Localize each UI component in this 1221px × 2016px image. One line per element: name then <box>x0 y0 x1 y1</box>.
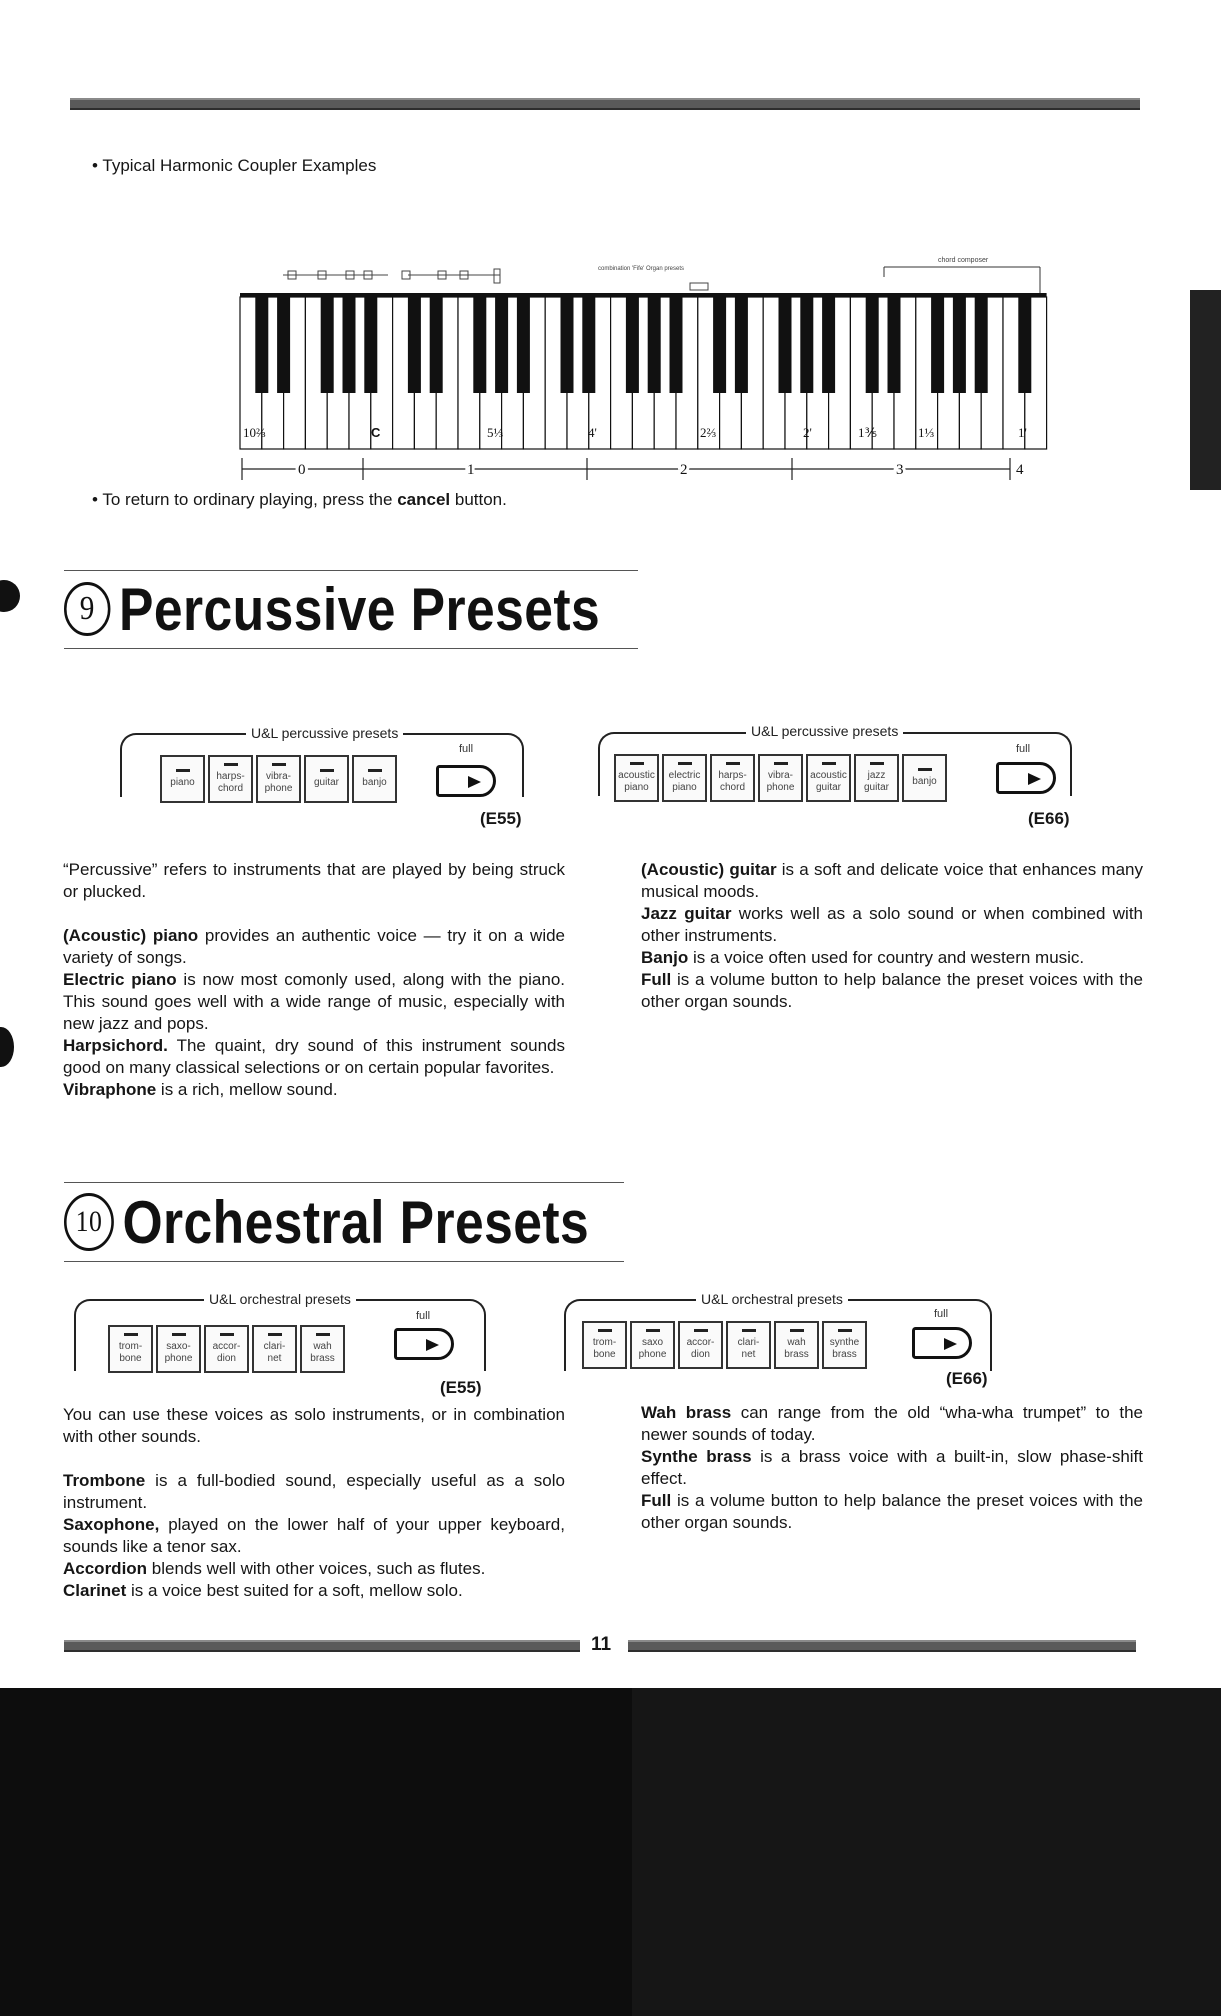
preset-button-label: banjo <box>912 776 937 787</box>
desc: provides an authentic voice — try it on a wide variety of songs. <box>63 926 566 967</box>
indicator-mark <box>726 762 740 765</box>
preset-button[interactable] <box>662 754 707 802</box>
desc: is a volume button to help balance the preset voices with the other organ sounds. <box>641 970 1143 1011</box>
preset-button[interactable] <box>902 754 947 802</box>
preset-button[interactable] <box>160 755 205 803</box>
octave-mark: 2 <box>680 462 688 478</box>
orchestral-right-text <box>641 1402 1143 1534</box>
percussive-left-text <box>63 859 565 1101</box>
cancel-post: button. <box>450 490 507 509</box>
black-key <box>888 297 901 393</box>
preset-buttons <box>582 1321 870 1369</box>
item <box>641 969 1143 1013</box>
term: Accordion <box>63 1559 148 1578</box>
term: Harpsichord. <box>63 1036 168 1055</box>
preset-button-label: harps- <box>718 770 747 781</box>
black-key <box>735 297 748 393</box>
preset-button-label: brass <box>784 1349 809 1360</box>
section-number: 9 <box>64 582 110 636</box>
preset-button[interactable] <box>156 1325 201 1373</box>
desc: is a voice often used for country and western music. <box>688 948 1085 967</box>
black-key <box>343 297 356 393</box>
desc: is a soft and delicate voice that enhances many musical moods. <box>641 860 1143 901</box>
side-edge-tab <box>1190 290 1221 490</box>
preset-button[interactable] <box>582 1321 627 1369</box>
percussive-heading <box>64 570 600 648</box>
preset-button[interactable] <box>678 1321 723 1369</box>
indicator-mark <box>316 1333 330 1336</box>
preset-button-label: net <box>267 1353 282 1364</box>
preset-button-label: brass <box>310 1353 335 1364</box>
black-key <box>953 297 966 393</box>
preset-button[interactable] <box>774 1321 819 1369</box>
intro-paragraph: You can use these voices as solo instruments, or in combination with other sounds. <box>63 1405 565 1446</box>
preset-button[interactable] <box>304 755 349 803</box>
pipe-label: 1' <box>1018 425 1027 440</box>
preset-button-label: chord <box>719 782 745 793</box>
desc: is now most comonly used, along with the piano. This sound goes well with a wide range of music, especially with new jazz and pops. <box>63 970 565 1033</box>
keyboard-rail <box>240 293 1047 297</box>
black-key <box>626 297 639 393</box>
item <box>641 1490 1143 1534</box>
pipe-label: 4' <box>588 425 597 440</box>
preset-button[interactable] <box>204 1325 249 1373</box>
term: Electric piano <box>63 970 177 989</box>
preset-buttons <box>108 1325 348 1373</box>
item <box>641 859 1143 903</box>
preset-button[interactable] <box>352 755 397 803</box>
preset-button-label: phone <box>638 1349 667 1360</box>
panel-label: U&L percussive presets <box>746 723 903 739</box>
black-key <box>430 297 443 393</box>
preset-button[interactable] <box>726 1321 771 1369</box>
preset-button-label: net <box>741 1349 756 1360</box>
indicator-mark <box>368 769 382 772</box>
harmonic-bullet-text: Typical Harmonic Coupler Examples <box>102 156 377 175</box>
term: Trombone <box>63 1471 146 1490</box>
preset-button-label: banjo <box>362 777 387 788</box>
preset-button-label: dion <box>217 1353 236 1364</box>
combo-presets-label: combination 'Fife' Organ presets <box>598 266 684 272</box>
indicator-mark <box>176 769 190 772</box>
preset-button-label: harps- <box>216 771 245 782</box>
preset-button[interactable] <box>208 755 253 803</box>
preset-button-label: vibra- <box>265 771 291 782</box>
model-label: (E66) <box>1028 809 1070 828</box>
black-key <box>473 297 486 393</box>
percussive-title: Percussive Presets <box>119 575 601 643</box>
indicator-mark <box>838 1329 852 1332</box>
indicator-mark <box>790 1329 804 1332</box>
preset-button-label: accor- <box>686 1337 715 1348</box>
indicator-mark <box>268 1333 282 1336</box>
black-key <box>408 297 421 393</box>
harmonic-bullet: • Typical Harmonic Coupler Examples <box>92 156 377 175</box>
preset-button-label: guitar <box>815 782 841 793</box>
tiny-marks-row <box>283 269 708 290</box>
preset-button-label: bone <box>593 1349 616 1360</box>
full-label: full <box>934 1308 949 1320</box>
indicator-mark <box>172 1333 186 1336</box>
indicator-mark <box>694 1329 708 1332</box>
preset-button-label: trom- <box>118 1341 143 1352</box>
term: Wah brass <box>641 1403 732 1422</box>
preset-button-label: guitar <box>863 782 889 793</box>
preset-button[interactable] <box>822 1321 867 1369</box>
black-key <box>561 297 574 393</box>
black-key <box>713 297 726 393</box>
chord-composer-label: chord composer <box>938 257 989 264</box>
preset-button-label: bone <box>119 1353 142 1364</box>
preset-button-label: synthe <box>829 1337 860 1348</box>
indicator-mark <box>774 762 788 765</box>
preset-buttons <box>614 754 950 802</box>
binding-hole <box>0 1027 14 1067</box>
term: Synthe brass <box>641 1447 752 1466</box>
preset-button-label: clari- <box>737 1337 760 1348</box>
octave-numbers <box>298 462 1024 478</box>
preset-button-label: phone <box>766 782 795 793</box>
indicator-mark <box>630 762 644 765</box>
model-label: (E55) <box>480 809 522 828</box>
preset-button-label: wah <box>787 1337 806 1348</box>
percussive-e55-panel <box>120 725 540 835</box>
preset-button-label: dion <box>691 1349 710 1360</box>
item <box>63 1079 565 1101</box>
term: (Acoustic) piano <box>63 926 199 945</box>
indicator-mark <box>678 762 692 765</box>
term: (Acoustic) guitar <box>641 860 777 879</box>
preset-button[interactable] <box>630 1321 675 1369</box>
scan-background-right <box>632 1688 1221 2016</box>
orchestral-title: Orchestral Presets <box>122 1188 590 1256</box>
orchestral-rule-bottom <box>64 1261 624 1262</box>
desc: is a voice best suited for a soft, mellow solo. <box>126 1581 463 1600</box>
preset-button-label: accor- <box>212 1341 241 1352</box>
keyboard-diagram <box>238 255 1050 495</box>
panel-label: U&L orchestral presets <box>204 1291 356 1307</box>
panel-label: U&L percussive presets <box>246 725 403 741</box>
full-button[interactable] <box>912 1327 972 1359</box>
black-key <box>975 297 988 393</box>
black-key <box>866 297 879 393</box>
full-button[interactable] <box>394 1328 454 1360</box>
item <box>63 1580 565 1602</box>
preset-button-label: jazz <box>867 770 886 781</box>
full-label: full <box>416 1310 431 1322</box>
preset-button-label: acoustic <box>810 770 847 781</box>
orchestral-heading <box>64 1183 589 1261</box>
indicator-mark <box>822 762 836 765</box>
term: Clarinet <box>63 1581 127 1600</box>
black-key <box>800 297 813 393</box>
preset-button[interactable] <box>252 1325 297 1373</box>
black-key <box>255 297 268 393</box>
desc: is a brass voice with a built-in, slow phase-shift effect. <box>641 1447 1143 1488</box>
preset-button-label: piano <box>170 777 195 788</box>
term: Vibraphone <box>63 1080 157 1099</box>
footer-bar-left <box>64 1640 580 1652</box>
full-button[interactable] <box>996 762 1056 794</box>
black-key <box>931 297 944 393</box>
item <box>641 1446 1143 1490</box>
cancel-instruction: • To return to ordinary playing, press the cancel button. <box>92 490 507 509</box>
octave-mark: 1 <box>467 462 475 478</box>
orchestral-e55-panel <box>74 1291 504 1401</box>
preset-buttons <box>160 755 400 803</box>
black-key <box>1018 297 1031 393</box>
desc: played on the lower half of your upper keyboard, sounds like a tenor sax. <box>63 1515 565 1556</box>
desc: is a volume button to help balance the preset voices with the other organ sounds. <box>641 1491 1143 1532</box>
preset-button-label: saxo <box>641 1337 664 1348</box>
cancel-word: cancel <box>397 490 451 509</box>
top-rule-bar <box>70 98 1140 110</box>
term: Saxophone, <box>63 1515 160 1534</box>
term: Full <box>641 1491 672 1510</box>
black-key <box>779 297 792 393</box>
item <box>63 1558 565 1580</box>
indicator-mark <box>742 1329 756 1332</box>
indicator-mark <box>918 768 932 771</box>
preset-button[interactable] <box>854 754 899 802</box>
panel-label: U&L orchestral presets <box>696 1291 848 1307</box>
intro-paragraph: “Percussive” refers to instruments that are played by being struck or plucked. <box>63 860 565 901</box>
preset-button-label: acoustic <box>618 770 655 781</box>
octave-mark: 0 <box>298 462 306 478</box>
pipe-label: 1⅗ <box>858 425 878 440</box>
model-label: (E66) <box>946 1369 988 1388</box>
octave-mark: 3 <box>896 462 904 478</box>
black-key <box>495 297 508 393</box>
item <box>63 1470 565 1514</box>
item <box>641 947 1143 969</box>
binding-hole <box>0 580 20 612</box>
preset-button[interactable] <box>614 754 659 802</box>
item <box>63 969 565 1035</box>
preset-button-label: trom- <box>592 1337 617 1348</box>
preset-button-label: wah <box>313 1341 332 1352</box>
pipe-label: 10⅔ <box>243 425 266 440</box>
full-button[interactable] <box>436 765 496 797</box>
preset-button[interactable] <box>710 754 755 802</box>
black-key <box>582 297 595 393</box>
black-key <box>517 297 530 393</box>
orchestral-left-text <box>63 1404 565 1602</box>
preset-button[interactable] <box>300 1325 345 1373</box>
desc: can range from the old “wha-wha trumpet” to the newer sounds of today. <box>641 1403 1143 1444</box>
preset-button-label: phone <box>164 1353 193 1364</box>
desc: is a rich, mellow sound. <box>156 1080 338 1099</box>
preset-button-label: piano <box>624 782 649 793</box>
footer-bar-right <box>628 1640 1136 1652</box>
preset-button-label: brass <box>832 1349 857 1360</box>
preset-button-label: phone <box>264 783 293 794</box>
pipe-label: 5⅓ <box>487 425 504 440</box>
percussive-right-text <box>641 859 1143 1013</box>
item <box>63 1514 565 1558</box>
item <box>63 925 565 969</box>
black-key <box>648 297 661 393</box>
term: Jazz guitar <box>641 904 732 923</box>
desc: works well as a solo sound or when combined with other instruments. <box>641 904 1143 945</box>
item <box>641 903 1143 947</box>
preset-button[interactable] <box>806 754 851 802</box>
preset-button-label: chord <box>217 783 243 794</box>
desc: blends well with other voices, such as flutes. <box>147 1559 486 1578</box>
indicator-mark <box>598 1329 612 1332</box>
black-key <box>670 297 683 393</box>
pipe-label: 2' <box>803 425 812 440</box>
indicator-mark <box>220 1333 234 1336</box>
black-key <box>364 297 377 393</box>
indicator-mark <box>224 763 238 766</box>
model-label: (E55) <box>440 1378 482 1397</box>
black-key <box>277 297 290 393</box>
indicator-mark <box>870 762 884 765</box>
orchestral-e66-panel <box>564 1291 1000 1401</box>
pipe-label: 1⅓ <box>918 425 935 440</box>
preset-button[interactable] <box>256 755 301 803</box>
term: Banjo <box>641 948 689 967</box>
desc: is a full-bodied sound, especially useful as a solo instrument. <box>63 1471 565 1512</box>
indicator-mark <box>646 1329 660 1332</box>
indicator-mark <box>272 763 286 766</box>
preset-button-label: guitar <box>313 777 339 788</box>
black-key <box>822 297 835 393</box>
octave-mark: 4 <box>1016 462 1024 478</box>
percussive-e66-panel <box>598 720 1078 835</box>
item <box>63 1035 565 1079</box>
item <box>641 1402 1143 1446</box>
indicator-mark <box>124 1333 138 1336</box>
preset-button-label: piano <box>672 782 697 793</box>
black-key <box>321 297 334 393</box>
pipe-label: C <box>371 425 381 440</box>
term: Full <box>641 970 672 989</box>
pipe-label: 2⅔ <box>700 425 717 440</box>
page-number: 11 <box>591 1634 612 1655</box>
preset-button-label: clari- <box>263 1341 286 1352</box>
preset-button-label: electric <box>668 770 701 781</box>
indicator-mark <box>320 769 334 772</box>
full-label: full <box>1016 743 1031 755</box>
preset-button-label: saxo- <box>166 1341 191 1352</box>
octave-ruler <box>242 458 1010 480</box>
cancel-pre: To return to ordinary playing, press the <box>102 490 398 509</box>
section-number: 10 <box>64 1193 114 1251</box>
preset-button-label: vibra- <box>767 770 793 781</box>
desc: The quaint, dry sound of this instrument sounds good on many classical selections or on certain popular favorites. <box>63 1036 565 1077</box>
preset-button[interactable] <box>758 754 803 802</box>
preset-button[interactable] <box>108 1325 153 1373</box>
full-label: full <box>459 743 474 755</box>
percussive-rule-bottom <box>64 648 638 649</box>
